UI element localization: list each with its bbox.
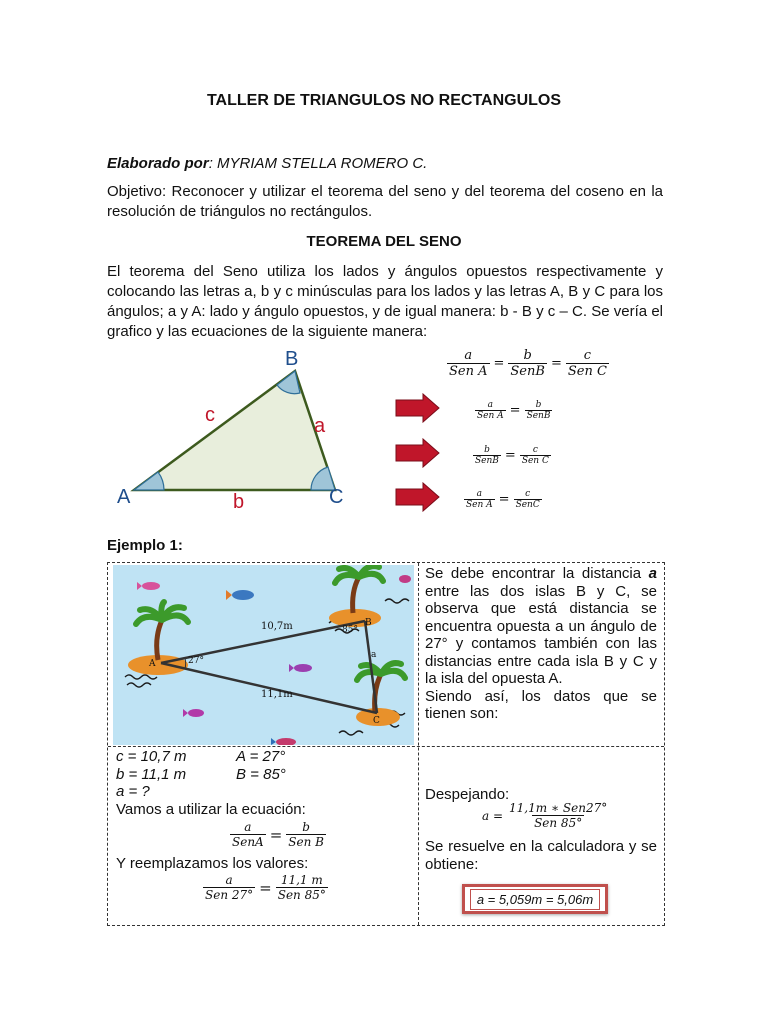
page-title: TALLER DE TRIANGULOS NO RECTANGULOS (206, 92, 562, 109)
vertex-b-label: B (285, 348, 299, 370)
pair-equation-2: $\frac{b}{\text{SenB}}$ = $\frac{c}{\text{Sen C}}$ (475, 445, 549, 466)
objective-text: Objetivo: Reconocer y utilizar el teorema del seno y del teorema del coseno en la resolución de triángulos no rectángulos. (107, 183, 663, 220)
law-of-sines-equation: $\frac{a}{\text{Sen A}}$ = $\frac{b}{\text{SenB}}$ = $\frac{c}{\text{Sen C}}$ (449, 348, 607, 379)
triangle-diagram (107, 345, 357, 515)
result-value: a = 5,059m = 5,06m (470, 889, 600, 910)
section-title: TEOREMA DEL SENO (306, 233, 462, 250)
given-data: c = 10,7 m A = 27° b = 11,1 m B = 85° a = ? Vamos a utilizar la ecuación: (116, 748, 412, 818)
side-a-label: a (314, 415, 326, 437)
arrow-right-icon (395, 393, 441, 423)
side-b-label: b (233, 491, 245, 513)
islands-illustration (113, 565, 414, 745)
problem-description: Se debe encontrar la distancia a entre las dos islas B y C, se observa que está distancia se encuentra opuesta a un ángulo de 27° y contamos también con las distancias entre cada isla B y C y la isla del opuesta A. Siendo así, los datos que se tienen son: (425, 565, 657, 722)
replace-values-text: Y reemplazamos los valores: (116, 855, 309, 872)
substituted-equation: $\frac{a}{\text{Sen 27°}}$ = $\frac{11,1 m}{\text{Sen 85°}}$ (205, 873, 326, 902)
side-a-label: a (371, 650, 377, 660)
calculator-text: Se resuelve en la calculadora y se obtiene: (425, 838, 657, 873)
island-c-label: C (373, 716, 380, 726)
island-b-label: B (365, 618, 372, 628)
triangle-shape (134, 371, 335, 490)
use-equation-text: Vamos a utilizar la ecuación: (116, 800, 306, 818)
author-line: Elaborado por: MYRIAM STELLA ROMERO C. (107, 155, 428, 172)
solved-equation: a = $\frac{\text{11,1m ∗ Sen27°}}{\text{Sen 85°}}$ (482, 801, 608, 830)
pair-equation-1: $\frac{a}{\text{Sen A}}$ = $\frac{b}{\text{SenB}}$ (477, 400, 551, 421)
vertex-a-label: A (117, 486, 131, 508)
vertex-c-label: C (329, 486, 344, 508)
side-c-label: c (205, 404, 215, 426)
table-divider-vertical (418, 563, 419, 925)
data-intro-text: Siendo así, los datos que se tienen son: (425, 687, 657, 722)
distance-c-label: 10,7m (261, 621, 293, 632)
example-label: Ejemplo 1: (107, 537, 183, 554)
arrow-right-icon (395, 482, 441, 512)
solve-label: Despejando: (425, 786, 510, 803)
chosen-equation: $\frac{a}{\text{SenA}}$ = $\frac{b}{\text{Sen B}}$ (232, 820, 324, 849)
angle-a-label: 27° (188, 656, 204, 666)
example-table (107, 562, 665, 926)
angle-a-arc (134, 472, 164, 490)
table-divider-horizontal (108, 746, 664, 747)
author-name: MYRIAM STELLA ROMERO C. (212, 155, 428, 172)
distance-b-label: 11,1m (261, 689, 293, 700)
author-label: Elaborado por (107, 155, 209, 172)
island-a-label: A (149, 659, 156, 669)
fish-icon (399, 575, 411, 583)
arrow-right-icon (395, 438, 441, 468)
angle-b-label: 85° (342, 625, 358, 635)
pair-equation-3: $\frac{a}{\text{Sen A}}$ = $\frac{c}{\text{SenC}}$ (466, 489, 540, 510)
intro-text: El teorema del Seno utiliza los lados y ángulos opuestos respectivamente y colocando las letras a, b y c minúsculas para los lados y las letras A, B y C para los ángulos; a y A: lado y ángulo opuestos, y de igual manera: b - B y c – C. Se vería el grafico y las ecuaciones de la siguiente manera: (107, 263, 663, 340)
result-box (462, 884, 608, 914)
